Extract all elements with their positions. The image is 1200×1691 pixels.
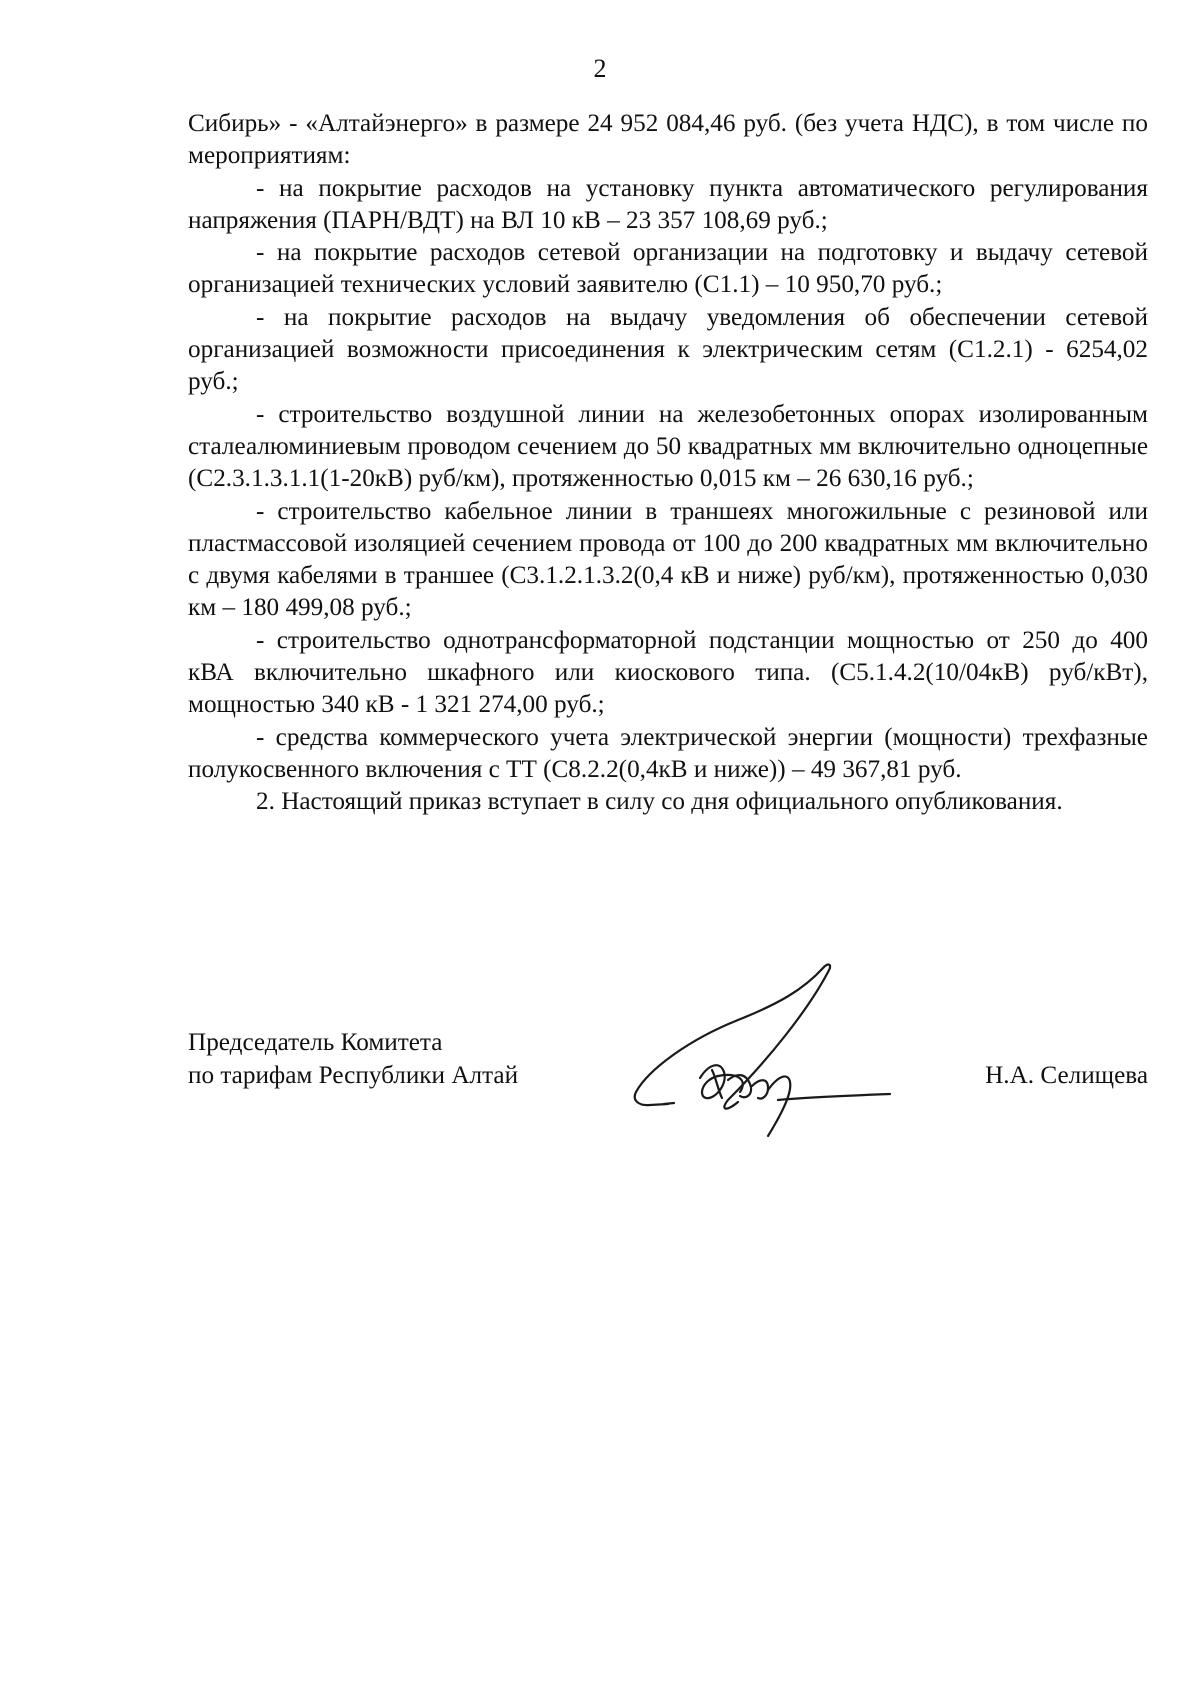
intro-paragraph: Сибирь» - «Алтайэнерго» в размере 24 952 084,46 руб. (без учета НДС), в том числе по мероприятиям:: [188, 110, 1148, 170]
list-item: - строительство кабельное линии в траншеях многожильные с резиновой или пластмассовой изоляцией сечением провода от 100 до 200 квадратных мм включительно с двумя кабелями в траншее (С3.1.2.1.3.2(0,4 кВ и ниже) руб/км), протяженностью 0,030 км – 180 499,08 руб.;: [188, 497, 1148, 622]
list-item: - строительство воздушной линии на железобетонных опорах изолированным сталеалюминиевым проводом сечением до 50 квадратных мм включительно одноцепные (С2.3.1.3.1.1(1-20кВ) руб/км), протяженностью 0,015 км – 26 630,16 руб.;: [188, 400, 1148, 493]
list-item: - средства коммерческого учета электрической энергии (мощности) трехфазные полукосвенного включения с ТТ (С8.2.2(0,4кВ и ниже)) – 49 367,81 руб.: [188, 723, 1148, 783]
handwritten-signature: [628, 960, 928, 1150]
signature-block: [188, 1020, 1148, 1160]
signer-title-line: Председатель Комитета: [188, 1029, 443, 1056]
signer-title: [188, 1026, 518, 1092]
page-number: 2: [593, 54, 607, 83]
list-item: - на покрытие расходов сетевой организации на подготовку и выдачу сетевой организацией технических условий заявителю (С1.1) – 10 950,70 руб.;: [188, 239, 1148, 299]
list-item: - на покрытие расходов на установку пункта автоматического регулирования напряжения (ПАРН/ВДТ) на ВЛ 10 кВ – 23 357 108,69 руб.;: [188, 174, 1148, 234]
signer-name: Н.А. Селищева: [985, 1062, 1148, 1089]
list-item: - строительство однотрансформаторной подстанции мощностью от 250 до 400 кВА включительно шкафного или киоскового типа. (С5.1.4.2(10/04кВ) руб/кВт), мощностью 340 кВ - 1 321 274,00 руб.;: [188, 626, 1148, 719]
signer-title-line: по тарифам Республики Алтай: [188, 1062, 519, 1089]
clause-2-paragraph: 2. Настоящий приказ вступает в силу со дня официального опубликования.: [256, 788, 1063, 816]
list-item: - на покрытие расходов на выдачу уведомления об обеспечении сетевой организацией возможности присоединения к электрическим сетям (С1.2.1) - 6254,02 руб.;: [188, 303, 1148, 396]
document-body: [188, 108, 1148, 819]
